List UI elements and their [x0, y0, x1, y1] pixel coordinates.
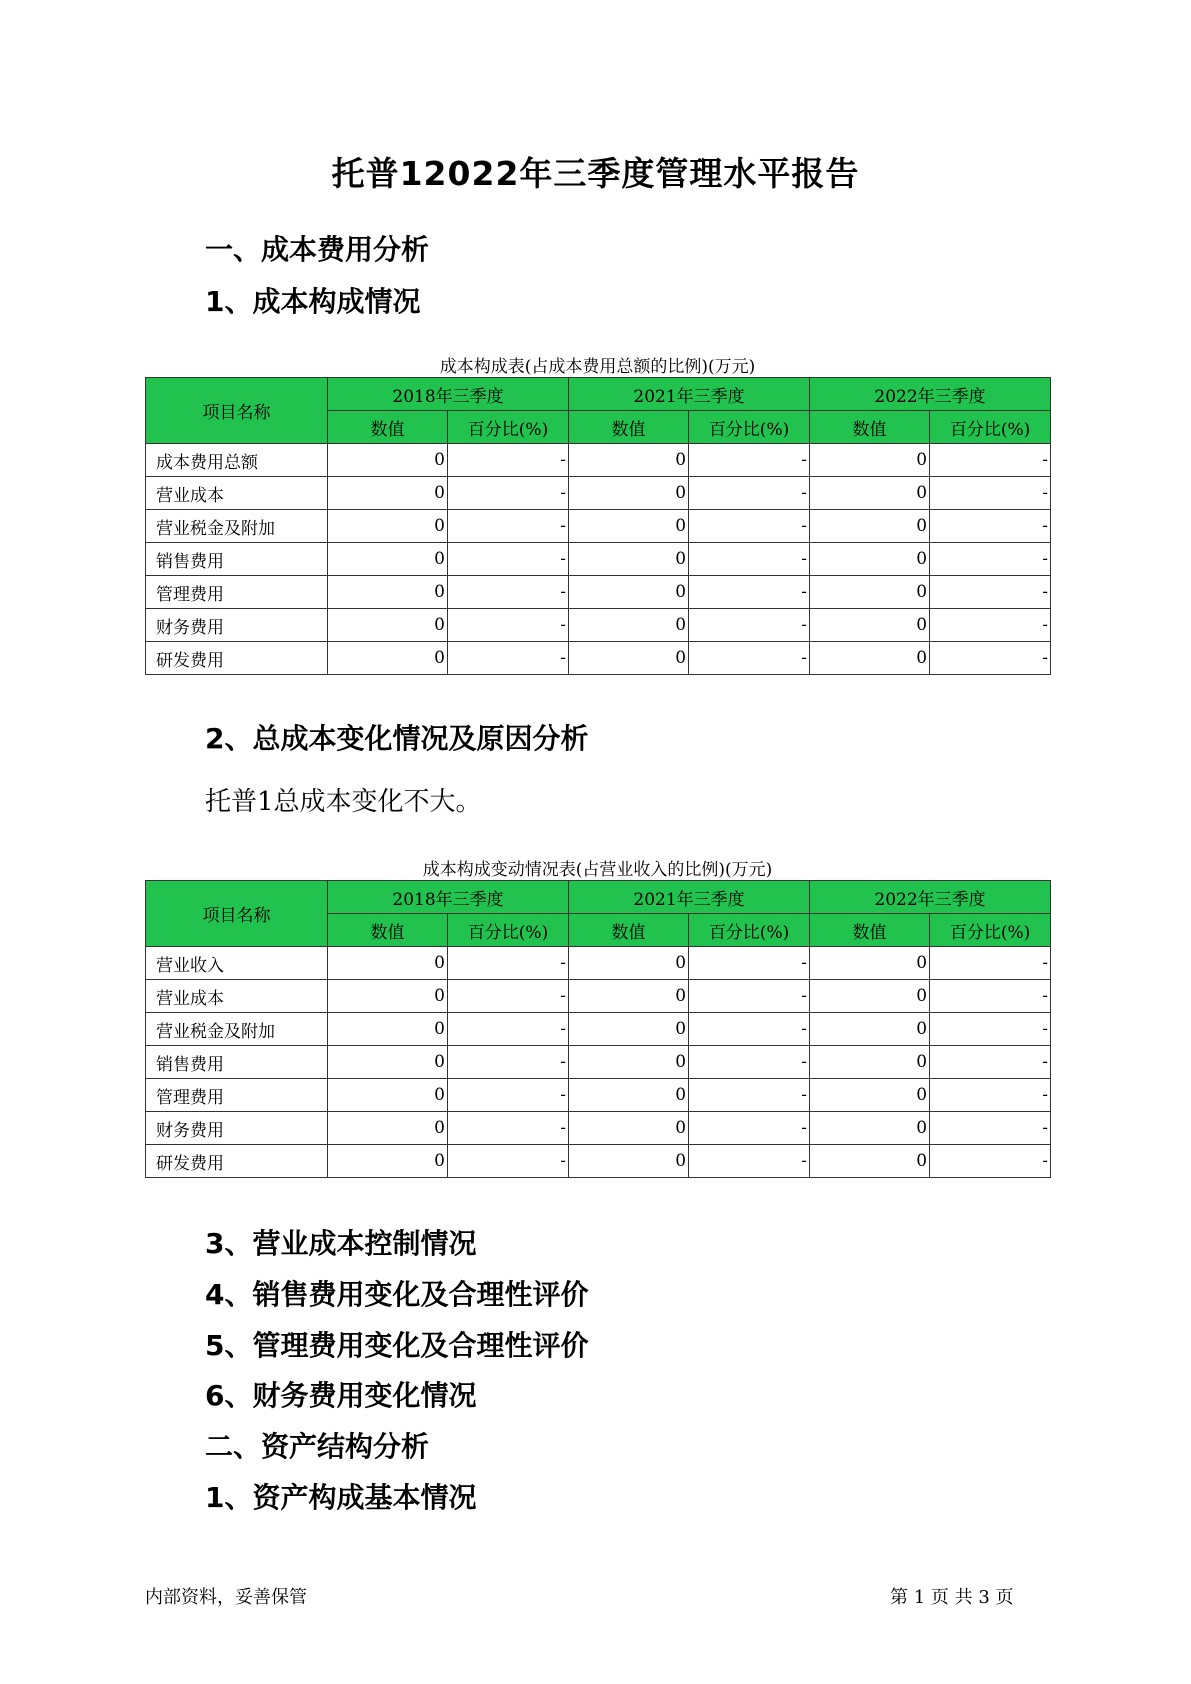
cell-value: 0 [569, 642, 689, 675]
row-label: 成本费用总额 [146, 444, 328, 477]
table-row [146, 543, 1051, 576]
row-label: 营业税金及附加 [146, 510, 328, 543]
cell-value: 0 [328, 1013, 448, 1046]
cell-percent: - [448, 947, 569, 980]
cell-percent: - [448, 609, 569, 642]
row-label: 营业成本 [146, 980, 328, 1013]
col-header-value: 数值 [810, 914, 930, 947]
row-label: 财务费用 [146, 1112, 328, 1145]
row-label: 财务费用 [146, 609, 328, 642]
cell-value: 0 [810, 1013, 930, 1046]
cell-percent: - [689, 444, 810, 477]
cell-percent: - [689, 980, 810, 1013]
cell-percent: - [930, 1079, 1051, 1112]
cell-percent: - [930, 1013, 1051, 1046]
cell-value: 0 [569, 477, 689, 510]
row-label: 营业收入 [146, 947, 328, 980]
document-title: 托普12022年三季度管理水平报告 [331, 154, 860, 193]
col-header-percent: 百分比(%) [689, 411, 810, 444]
cell-value: 0 [810, 1145, 930, 1178]
cell-percent: - [930, 477, 1051, 510]
row-label: 销售费用 [146, 543, 328, 576]
subsection-heading-total-cost-change: 2、总成本变化情况及原因分析 [205, 722, 589, 755]
table-row [146, 477, 1051, 510]
col-header-item: 项目名称 [146, 881, 328, 947]
cell-percent: - [448, 576, 569, 609]
cell-value: 0 [810, 1112, 930, 1145]
row-label: 管理费用 [146, 1079, 328, 1112]
cell-percent: - [689, 642, 810, 675]
cell-percent: - [930, 947, 1051, 980]
table-header-row [146, 881, 1051, 914]
cell-percent: - [689, 477, 810, 510]
col-header-period: 2021年三季度 [569, 881, 810, 914]
cell-value: 0 [569, 576, 689, 609]
row-label: 营业税金及附加 [146, 1013, 328, 1046]
cell-value: 0 [810, 609, 930, 642]
cell-value: 0 [569, 1013, 689, 1046]
cell-percent: - [689, 609, 810, 642]
row-label: 研发费用 [146, 642, 328, 675]
cell-value: 0 [569, 543, 689, 576]
col-header-percent: 百分比(%) [930, 914, 1051, 947]
cell-percent: - [689, 1013, 810, 1046]
table-row [146, 1112, 1051, 1145]
cell-value: 0 [328, 1112, 448, 1145]
cell-value: 0 [569, 1145, 689, 1178]
table-header-row [146, 378, 1051, 411]
cell-value: 0 [569, 510, 689, 543]
cell-value: 0 [569, 1046, 689, 1079]
cell-percent: - [448, 1145, 569, 1178]
cell-percent: - [930, 642, 1051, 675]
cell-value: 0 [569, 609, 689, 642]
cell-value: 0 [810, 510, 930, 543]
table-row [146, 576, 1051, 609]
cell-value: 0 [810, 947, 930, 980]
col-header-percent: 百分比(%) [448, 411, 569, 444]
cell-value: 0 [328, 543, 448, 576]
cell-percent: - [448, 1112, 569, 1145]
row-label: 销售费用 [146, 1046, 328, 1079]
cell-percent: - [448, 543, 569, 576]
cell-value: 0 [328, 980, 448, 1013]
cell-percent: - [930, 543, 1051, 576]
cell-value: 0 [328, 1145, 448, 1178]
cell-value: 0 [810, 980, 930, 1013]
cell-value: 0 [810, 576, 930, 609]
cell-value: 0 [328, 642, 448, 675]
subsection-heading-operating-cost: 3、营业成本控制情况 [205, 1227, 477, 1260]
cost-change-table [145, 880, 1051, 1178]
cell-value: 0 [328, 1079, 448, 1112]
col-header-percent: 百分比(%) [448, 914, 569, 947]
cell-value: 0 [569, 947, 689, 980]
cell-percent: - [448, 444, 569, 477]
col-header-period: 2022年三季度 [810, 378, 1051, 411]
cell-percent: - [930, 444, 1051, 477]
col-header-period: 2022年三季度 [810, 881, 1051, 914]
table-row [146, 1079, 1051, 1112]
table2-caption: 成本构成变动情况表(占营业收入的比例)(万元) [422, 860, 773, 880]
row-label: 研发费用 [146, 1145, 328, 1178]
section-heading-asset-structure: 二、资产结构分析 [205, 1430, 430, 1463]
cell-percent: - [689, 510, 810, 543]
subsection-heading-sales-expense: 4、销售费用变化及合理性评价 [205, 1278, 589, 1311]
cell-value: 0 [328, 444, 448, 477]
cell-value: 0 [328, 477, 448, 510]
cell-value: 0 [810, 444, 930, 477]
cell-percent: - [689, 543, 810, 576]
footer-confidential-note: 内部资料，妥善保管 [145, 1587, 307, 1608]
table-row [146, 642, 1051, 675]
table1-caption: 成本构成表(占成本费用总额的比例)(万元) [439, 357, 756, 377]
subsection-heading-asset-composition: 1、资产构成基本情况 [205, 1481, 477, 1514]
table-row [146, 1145, 1051, 1178]
cell-percent: - [930, 510, 1051, 543]
table-row [146, 1046, 1051, 1079]
col-header-value: 数值 [569, 914, 689, 947]
cell-percent: - [930, 609, 1051, 642]
table-row [146, 444, 1051, 477]
cell-value: 0 [328, 609, 448, 642]
cell-percent: - [448, 477, 569, 510]
cell-value: 0 [328, 947, 448, 980]
cell-value: 0 [328, 1046, 448, 1079]
footer-page-number: 第 1 页 共 3 页 [890, 1587, 1014, 1608]
cell-percent: - [930, 1145, 1051, 1178]
cell-percent: - [689, 947, 810, 980]
cell-value: 0 [569, 1112, 689, 1145]
cell-value: 0 [810, 1046, 930, 1079]
col-header-period: 2018年三季度 [328, 378, 569, 411]
subsection-heading-admin-expense: 5、管理费用变化及合理性评价 [205, 1329, 589, 1362]
section-heading-cost-analysis: 一、成本费用分析 [205, 233, 430, 266]
cell-value: 0 [569, 980, 689, 1013]
cell-percent: - [448, 980, 569, 1013]
subsection-heading-finance-expense: 6、财务费用变化情况 [205, 1379, 477, 1412]
cell-percent: - [689, 1112, 810, 1145]
cell-percent: - [930, 576, 1051, 609]
table-row [146, 1013, 1051, 1046]
row-label: 管理费用 [146, 576, 328, 609]
cell-percent: - [689, 576, 810, 609]
col-header-percent: 百分比(%) [689, 914, 810, 947]
col-header-value: 数值 [569, 411, 689, 444]
cell-percent: - [930, 1112, 1051, 1145]
subsection-heading-cost-composition: 1、成本构成情况 [205, 285, 421, 318]
cell-value: 0 [810, 477, 930, 510]
col-header-value: 数值 [328, 914, 448, 947]
cell-percent: - [930, 980, 1051, 1013]
cell-percent: - [689, 1046, 810, 1079]
cell-value: 0 [810, 543, 930, 576]
cell-percent: - [448, 642, 569, 675]
cell-value: 0 [810, 1079, 930, 1112]
cell-value: 0 [328, 510, 448, 543]
table-row [146, 510, 1051, 543]
table-row [146, 947, 1051, 980]
total-cost-change-text: 托普1总成本变化不大。 [205, 787, 482, 817]
cell-percent: - [689, 1079, 810, 1112]
cell-percent: - [689, 1145, 810, 1178]
col-header-period: 2021年三季度 [569, 378, 810, 411]
cell-value: 0 [810, 642, 930, 675]
cell-percent: - [448, 1079, 569, 1112]
col-header-item: 项目名称 [146, 378, 328, 444]
col-header-value: 数值 [328, 411, 448, 444]
col-header-period: 2018年三季度 [328, 881, 569, 914]
cell-value: 0 [328, 576, 448, 609]
cell-value: 0 [569, 444, 689, 477]
cell-percent: - [930, 1046, 1051, 1079]
cell-value: 0 [569, 1079, 689, 1112]
col-header-percent: 百分比(%) [930, 411, 1051, 444]
col-header-value: 数值 [810, 411, 930, 444]
table-row [146, 980, 1051, 1013]
table-row [146, 609, 1051, 642]
cost-composition-table [145, 377, 1051, 675]
cell-percent: - [448, 1013, 569, 1046]
cell-percent: - [448, 510, 569, 543]
cell-percent: - [448, 1046, 569, 1079]
row-label: 营业成本 [146, 477, 328, 510]
